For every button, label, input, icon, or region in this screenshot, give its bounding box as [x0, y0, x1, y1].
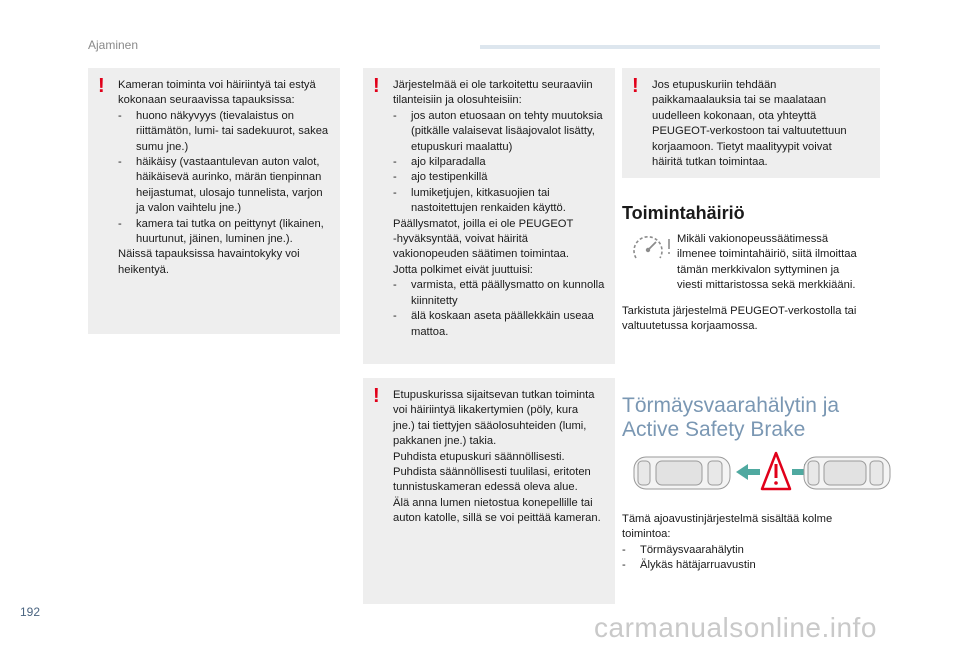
list-line: häikäisy (vastaantulevan auton valot,	[136, 156, 320, 169]
list-line: nastoitettujen renkaiden käyttö.	[411, 202, 566, 215]
title-line: Active Safety Brake	[622, 418, 806, 441]
list-dash: -	[393, 109, 397, 122]
list-line: huurtunut, jäinen, luminen jne.).	[136, 233, 293, 246]
list-dash: -	[393, 279, 397, 292]
text-line: tilanteisiin ja olosuhteisiin:	[393, 94, 522, 107]
section-title-aeb	[622, 394, 922, 442]
warning-box-camera	[88, 68, 340, 334]
text-line: Päällysmatot, joilla ei ole PEUGEOT	[393, 217, 574, 230]
list-line: mattoa.	[411, 325, 449, 338]
list-item	[118, 217, 330, 248]
text-line: -hyväksyntää, voivat häiritä	[393, 233, 528, 246]
list-item	[393, 309, 605, 340]
hazard-triangle-icon	[762, 453, 790, 489]
malfunction-lamp-text	[677, 232, 857, 294]
text-line: tämän merkkivalon syttyminen ja	[677, 263, 840, 276]
list-line: kamera tai tutka on peittynyt (likainen,	[136, 217, 324, 230]
list-dash: -	[118, 217, 122, 230]
section-title-malfunction: Toimintahäiriö	[622, 203, 745, 223]
text-line: PEUGEOT-verkostoon tai valtuutettuun	[652, 125, 847, 138]
text-line: paikkamaalauksia tai se maalataan	[652, 94, 827, 107]
list-line: älä koskaan aseta päällekkäin useaa	[411, 310, 594, 323]
malfunction-check-text	[622, 304, 856, 335]
text-line: ilmenee toimintahäiriö, siitä ilmoittaa	[677, 248, 857, 261]
warning-icon: !	[373, 75, 380, 97]
cruise-control-fault-lamp-icon	[630, 230, 672, 266]
list-dash: -	[393, 171, 397, 184]
list-item	[393, 278, 605, 309]
text-line: korjaamoon. Tietyt maalityypit voivat	[652, 140, 832, 153]
text-line: Jotta polkimet eivät juuttuisi:	[393, 263, 533, 276]
header-bar	[480, 45, 880, 49]
warning-box-paint	[622, 68, 880, 178]
list-item	[393, 155, 605, 170]
text-line: Älä anna lumen nietostua konepellille tai	[393, 496, 593, 509]
left-car-icon	[634, 457, 730, 489]
list-item	[118, 109, 330, 155]
text-line: Puhdista säännöllisesti tuulilasi, eritoten	[393, 466, 591, 479]
warning-icon: !	[98, 75, 105, 97]
text-line: tunnistuskameran edessä oleva alue.	[393, 481, 578, 494]
section-label: Ajaminen	[88, 38, 139, 52]
list-line: riittämätön, lumi- tai sadekuurot, sakea	[136, 125, 329, 138]
text-line: pakkanen jne.) takia.	[393, 435, 497, 448]
list-dash: -	[118, 109, 122, 122]
text-line: Puhdista etupuskuri säännöllisesti.	[393, 450, 565, 463]
list-item	[622, 558, 832, 573]
text-line: valtuutetussa korjaamossa.	[622, 320, 758, 333]
text-line: Jos etupuskuriin tehdään	[652, 79, 777, 91]
text-line: kokonaan seuraavissa tapauksissa:	[118, 94, 295, 107]
list-line: etupuskuri maalattu)	[411, 140, 513, 153]
list-line: kiinnitetty	[411, 294, 458, 307]
list-item	[393, 186, 605, 217]
list-item	[118, 155, 330, 217]
list-line: lumiketjujen, kitkasuojien tai	[411, 186, 550, 199]
list-line: sumu jne.)	[136, 140, 189, 153]
warning-icon: !	[373, 385, 380, 407]
text-line: uudelleen kokonaan, ota yhteyttä	[652, 109, 817, 122]
text-line: viesti mittaristossa sekä merkkiääni.	[677, 279, 856, 292]
right-car-icon	[804, 457, 890, 489]
list-item	[393, 170, 605, 185]
text-line: voi häiriintyä likakertymien (pöly, kura	[393, 404, 579, 417]
text-line: Järjestelmää ei ole tarkoitettu seuraaviin	[393, 79, 593, 91]
list-dash: -	[118, 156, 122, 169]
list-line: Törmäysvaarahälytin	[640, 543, 744, 556]
list-item	[393, 109, 605, 155]
text-line: vakionopeuden säätimen toimintaa.	[393, 248, 570, 261]
list-line: (pitkälle valaisevat lisäajovalot lisätty,	[411, 125, 595, 138]
text-line: jne.) tai tiettyjen sääolosuhteiden (lumi,	[393, 419, 587, 432]
text-line: Tarkistuta järjestelmä PEUGEOT-verkostolla tai	[622, 305, 857, 317]
list-dash: -	[393, 186, 397, 199]
list-dash: -	[393, 156, 397, 169]
list-dash: -	[622, 543, 626, 556]
list-line: häikäisevä aurinko, märän tienpinnan	[136, 171, 322, 184]
list-line: Älykäs hätäjarruavustin	[640, 559, 756, 572]
arrow-left-icon	[736, 464, 760, 480]
text-line: häiritä tutkan toimintaa.	[652, 156, 768, 169]
aeb-intro-text	[622, 512, 832, 574]
text-line: heikentyä.	[118, 263, 169, 276]
list-line: huono näkyvyys (tievalaistus on	[136, 109, 294, 122]
list-line: jos auton etuosaan on tehty muutoksia	[411, 109, 603, 122]
list-line: ja valon vaihtelu jne.)	[136, 202, 242, 215]
warning-box-limitations	[363, 68, 615, 364]
list-line: heijastumat, ulosajo tunnelista, varjon	[136, 186, 323, 199]
list-dash: -	[622, 559, 626, 572]
watermark: carmanualsonline.info	[594, 612, 877, 643]
collision-warning-illustration	[632, 449, 892, 497]
list-line: ajo kilparadalla	[411, 156, 486, 169]
list-dash: -	[393, 310, 397, 323]
title-line: Törmäysvaarahälytin ja	[622, 394, 840, 417]
warning-icon: !	[632, 75, 639, 97]
text-line: Mikäli vakionopeussäätimessä	[677, 233, 829, 245]
list-line: varmista, että päällysmatto on kunnolla	[411, 279, 605, 292]
list-item	[622, 543, 832, 558]
page-number: 192	[20, 605, 41, 619]
text-line: Etupuskurissa sijaitsevan tutkan toiminta	[393, 389, 595, 401]
text-line: Näissä tapauksissa havaintokyky voi	[118, 248, 300, 261]
text-line: toimintoa:	[622, 528, 671, 541]
text-line: auton katolle, sillä se voi peittää kameran.	[393, 512, 601, 525]
text-line: Kameran toiminta voi häiriintyä tai estyä	[118, 79, 316, 91]
warning-box-radar	[363, 378, 615, 604]
list-line: ajo testipenkillä	[411, 171, 488, 184]
text-line: Tämä ajoavustinjärjestelmä sisältää kolme	[622, 513, 833, 525]
